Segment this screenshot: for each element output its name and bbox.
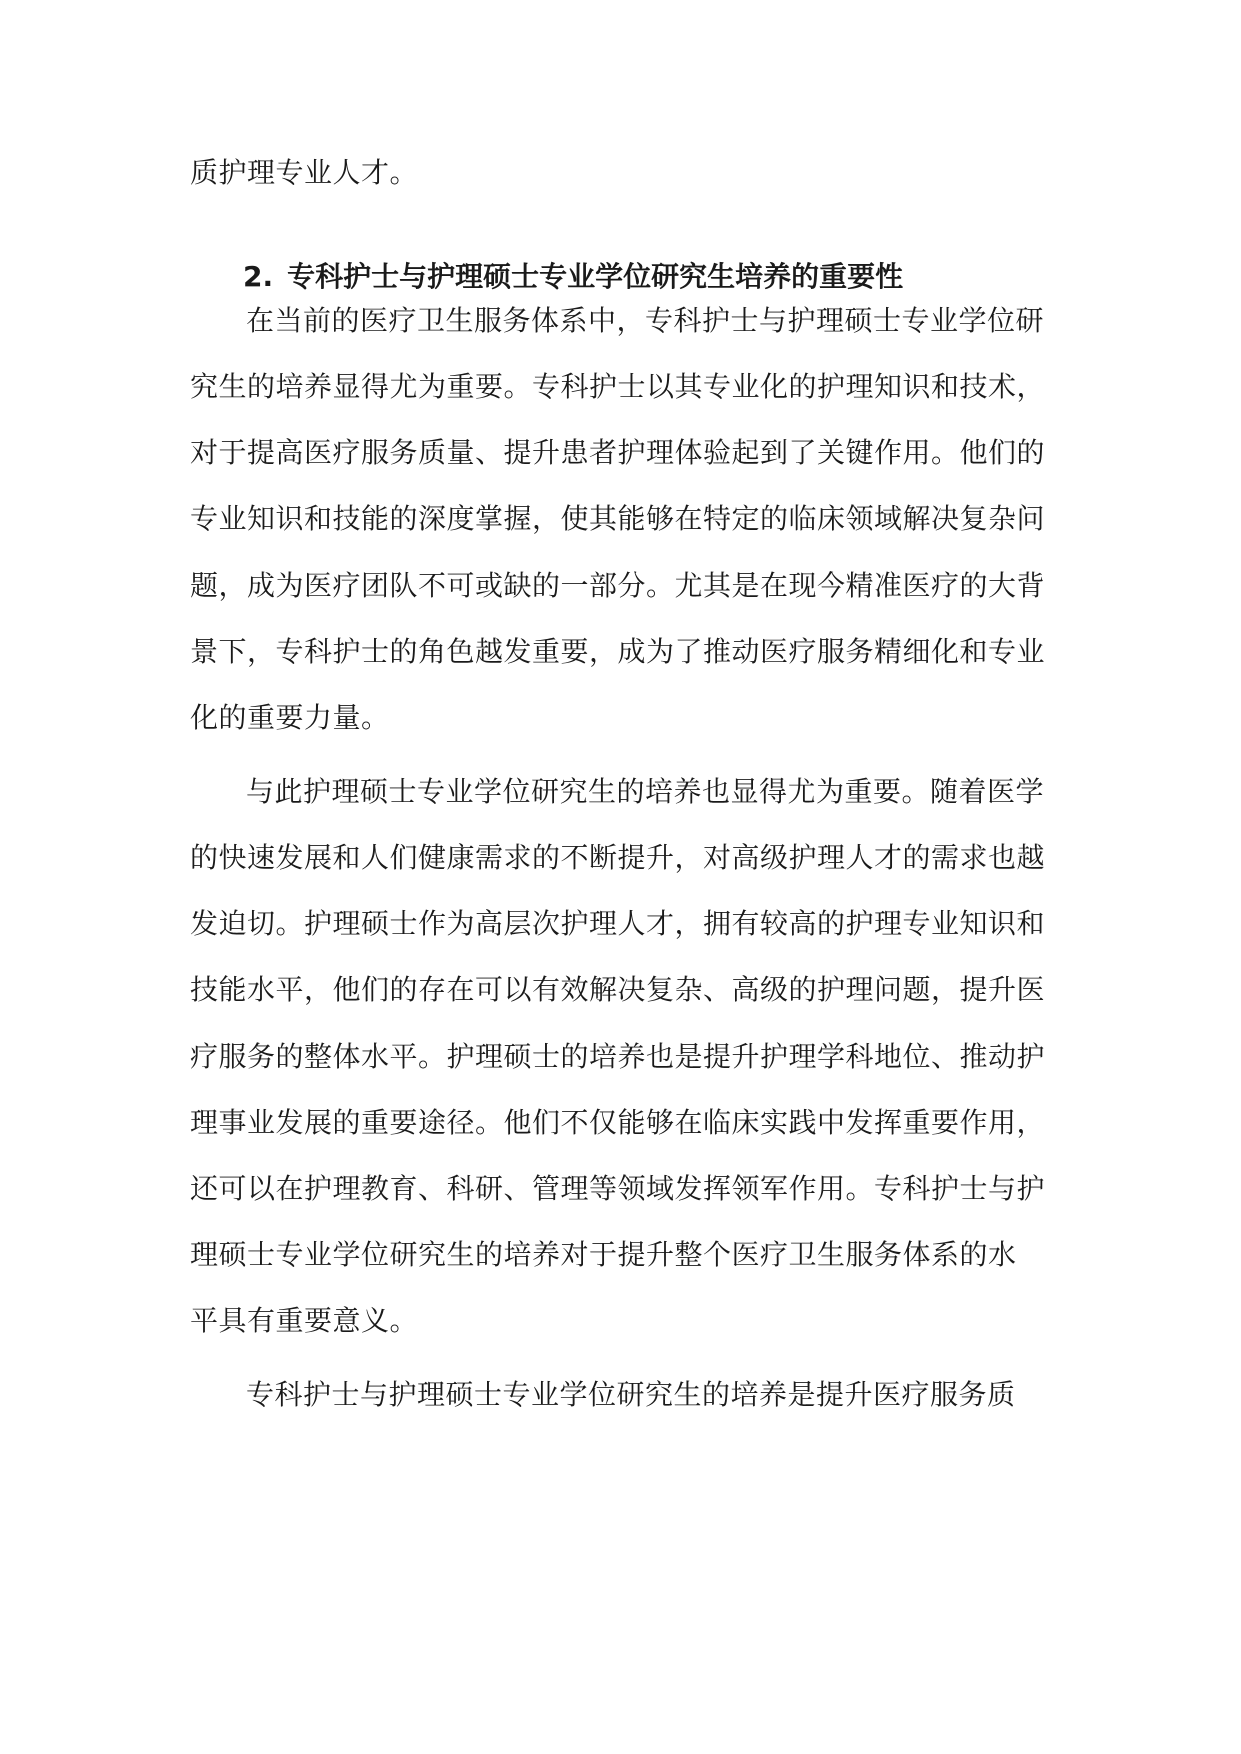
section-title: 专科护士与护理硕士专业学位研究生培养的重要性 — [287, 260, 904, 293]
paragraph-2-line-9: 平具有重要意义。 — [190, 1304, 419, 1337]
paragraph-1-line-1: 在当前的医疗卫生服务体系中，专科护士与护理硕士专业学位研 — [246, 304, 1045, 337]
paragraph-3-line-1: 专科护士与护理硕士专业学位研究生的培养是提升医疗服务质 — [246, 1378, 1016, 1411]
paragraph-2-line-4: 技能水平，他们的存在可以有效解决复杂、高级的护理问题，提升医 — [190, 973, 1046, 1006]
intro-tail-line: 质护理专业人才。 — [190, 156, 419, 189]
paragraph-1-line-2: 究生的培养显得尤为重要。专科护士以其专业化的护理知识和技术， — [190, 370, 1046, 403]
section-number: 2. — [243, 260, 274, 293]
paragraph-2-line-1: 与此护理硕士专业学位研究生的培养也显得尤为重要。随着医学 — [246, 775, 1045, 808]
paragraph-1-line-6: 景下，专科护士的角色越发重要，成为了推动医疗服务精细化和专业 — [190, 635, 1046, 668]
paragraph-1-line-5: 题，成为医疗团队不可或缺的一部分。尤其是在现今精准医疗的大背 — [190, 569, 1046, 602]
paragraph-1-line-7: 化的重要力量。 — [190, 701, 390, 734]
paragraph-2-line-8: 理硕士专业学位研究生的培养对于提升整个医疗卫生服务体系的水 — [190, 1238, 1017, 1271]
paragraph-1-line-4: 专业知识和技能的深度掌握，使其能够在特定的临床领域解决复杂问 — [190, 502, 1046, 535]
paragraph-2-line-5: 疗服务的整体水平。护理硕士的培养也是提升护理学科地位、推动护 — [190, 1040, 1046, 1073]
paragraph-1-line-3: 对于提高医疗服务质量、提升患者护理体验起到了关键作用。他们的 — [190, 436, 1046, 469]
paragraph-2-line-2: 的快速发展和人们健康需求的不断提升，对高级护理人才的需求也越 — [190, 841, 1046, 874]
paragraph-2-line-7: 还可以在护理教育、科研、管理等领域发挥领军作用。专科护士与护 — [190, 1172, 1046, 1205]
paragraph-2-line-6: 理事业发展的重要途径。他们不仅能够在临床实践中发挥重要作用， — [190, 1106, 1046, 1139]
section-heading — [243, 257, 903, 297]
paragraph-2-line-3: 发迫切。护理硕士作为高层次护理人才，拥有较高的护理专业知识和 — [190, 907, 1046, 940]
